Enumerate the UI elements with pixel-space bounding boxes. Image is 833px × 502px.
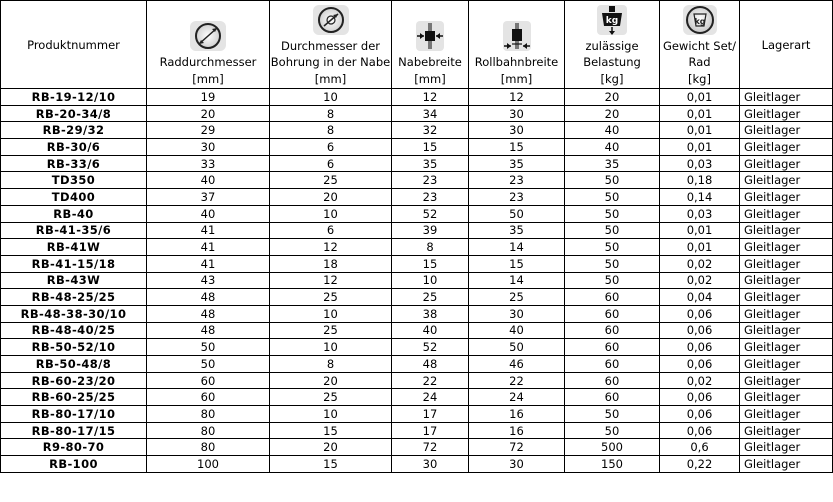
cell-nabebreite: 15 [392,255,469,272]
cell-lagerart: Gleitlager [740,272,833,289]
cell-produktnummer: RB-43W [1,272,147,289]
header-label: Durchmesser der Bohrung in der Nabe [270,39,391,69]
cell-rollbahnbreite: 35 [469,155,565,172]
cell-produktnummer: RB-50-48/8 [1,356,147,373]
cell-produktnummer: RB-60-23/20 [1,372,147,389]
cell-lagerart: Gleitlager [740,289,833,306]
cell-rollbahnbreite: 40 [469,322,565,339]
cell-rollbahnbreite: 50 [469,205,565,222]
cell-rollbahnbreite: 22 [469,372,565,389]
cell-lagerart: Gleitlager [740,439,833,456]
cell-gewicht: 0,18 [660,172,740,189]
cell-rollbahnbreite: 30 [469,122,565,139]
cell-produktnummer: RB-60-25/25 [1,389,147,406]
cell-raddurchmesser: 33 [147,155,270,172]
header-produktnummer [1,1,147,89]
table-body [1,89,833,473]
cell-bohrung: 12 [270,239,392,256]
cell-rollbahnbreite: 16 [469,406,565,423]
cell-raddurchmesser: 48 [147,289,270,306]
cell-rollbahnbreite: 23 [469,172,565,189]
cell-nabebreite: 23 [392,172,469,189]
cell-rollbahnbreite: 30 [469,105,565,122]
cell-bohrung: 25 [270,322,392,339]
cell-lagerart: Gleitlager [740,406,833,423]
cell-rollbahnbreite: 15 [469,139,565,156]
cell-rollbahnbreite: 46 [469,356,565,373]
table-row [1,189,833,206]
header-label: zulässige Belastung [583,39,641,69]
cell-produktnummer: RB-41-35/6 [1,222,147,239]
cell-rollbahnbreite: 50 [469,339,565,356]
cell-nabebreite: 17 [392,422,469,439]
cell-gewicht: 0,01 [660,239,740,256]
cell-raddurchmesser: 40 [147,172,270,189]
cell-gewicht: 0,02 [660,255,740,272]
cell-bohrung: 20 [270,439,392,456]
table-row [1,89,833,106]
cell-bohrung: 20 [270,189,392,206]
cell-raddurchmesser: 19 [147,89,270,106]
cell-bohrung: 10 [270,406,392,423]
cell-produktnummer: RB-19-12/10 [1,89,147,106]
cell-raddurchmesser: 80 [147,439,270,456]
cell-belastung: 50 [565,272,660,289]
cell-gewicht: 0,04 [660,289,740,306]
cell-bohrung: 10 [270,205,392,222]
cell-rollbahnbreite: 12 [469,89,565,106]
cell-bohrung: 15 [270,422,392,439]
cell-raddurchmesser: 41 [147,222,270,239]
header-label: Gewicht Set/ Rad [662,39,737,69]
wheel-diameter-icon [189,20,227,52]
cell-gewicht: 0,06 [660,305,740,322]
cell-bohrung: 20 [270,372,392,389]
cell-rollbahnbreite: 23 [469,189,565,206]
table-row [1,422,833,439]
cell-nabebreite: 22 [392,372,469,389]
table-row [1,105,833,122]
cell-nabebreite: 15 [392,139,469,156]
cell-produktnummer: RB-50-52/10 [1,339,147,356]
header-label: Nabebreite [398,55,462,69]
cell-produktnummer: TD350 [1,172,147,189]
cell-raddurchmesser: 20 [147,105,270,122]
header-bohrung [270,1,392,89]
cell-nabebreite: 8 [392,239,469,256]
cell-raddurchmesser: 40 [147,205,270,222]
cell-produktnummer: RB-41-15/18 [1,255,147,272]
cell-gewicht: 0,22 [660,456,740,473]
cell-produktnummer: RB-100 [1,456,147,473]
cell-bohrung: 18 [270,255,392,272]
cell-raddurchmesser: 48 [147,305,270,322]
cell-belastung: 50 [565,222,660,239]
cell-produktnummer: R9-80-70 [1,439,147,456]
cell-bohrung: 8 [270,356,392,373]
cell-lagerart: Gleitlager [740,255,833,272]
header-row [1,1,833,89]
cell-produktnummer: RB-29/32 [1,122,147,139]
cell-gewicht: 0,03 [660,155,740,172]
cell-produktnummer: RB-48-38-30/10 [1,305,147,322]
weight-scale-icon [682,4,718,36]
cell-produktnummer: RB-48-40/25 [1,322,147,339]
cell-gewicht: 0,06 [660,339,740,356]
cell-nabebreite: 38 [392,305,469,322]
header-gewicht [660,1,740,89]
cell-gewicht: 0,06 [660,356,740,373]
cell-nabebreite: 40 [392,322,469,339]
bore-diameter-icon [312,4,350,36]
svg-text:kg: kg [693,17,706,26]
hub-width-icon [415,20,445,52]
table-row [1,372,833,389]
cell-nabebreite: 17 [392,406,469,423]
cell-bohrung: 25 [270,289,392,306]
cell-produktnummer: RB-41W [1,239,147,256]
cell-bohrung: 6 [270,139,392,156]
cell-gewicht: 0,01 [660,122,740,139]
cell-lagerart: Gleitlager [740,205,833,222]
table-row [1,139,833,156]
header-unit: [kg] [600,72,624,86]
cell-raddurchmesser: 60 [147,389,270,406]
table-row [1,172,833,189]
cell-rollbahnbreite: 35 [469,222,565,239]
header-unit: [kg] [688,72,711,86]
table-row [1,255,833,272]
header-unit: [mm] [414,72,446,86]
cell-raddurchmesser: 48 [147,322,270,339]
cell-gewicht: 0,02 [660,372,740,389]
cell-produktnummer: RB-48-25/25 [1,289,147,306]
cell-belastung: 50 [565,205,660,222]
cell-belastung: 60 [565,356,660,373]
cell-belastung: 40 [565,139,660,156]
cell-lagerart: Gleitlager [740,305,833,322]
cell-bohrung: 15 [270,456,392,473]
table-row [1,322,833,339]
cell-lagerart: Gleitlager [740,389,833,406]
cell-raddurchmesser: 80 [147,406,270,423]
cell-lagerart: Gleitlager [740,422,833,439]
cell-lagerart: Gleitlager [740,239,833,256]
cell-bohrung: 25 [270,172,392,189]
table-row [1,239,833,256]
cell-raddurchmesser: 41 [147,239,270,256]
cell-nabebreite: 34 [392,105,469,122]
cell-nabebreite: 30 [392,456,469,473]
cell-belastung: 60 [565,389,660,406]
cell-produktnummer: RB-40 [1,205,147,222]
cell-nabebreite: 48 [392,356,469,373]
cell-rollbahnbreite: 30 [469,305,565,322]
cell-belastung: 20 [565,89,660,106]
cell-raddurchmesser: 41 [147,255,270,272]
cell-produktnummer: RB-80-17/15 [1,422,147,439]
table-row [1,339,833,356]
cell-nabebreite: 32 [392,122,469,139]
table-row [1,122,833,139]
cell-belastung: 60 [565,305,660,322]
cell-lagerart: Gleitlager [740,339,833,356]
cell-bohrung: 25 [270,389,392,406]
cell-bohrung: 8 [270,122,392,139]
cell-gewicht: 0,06 [660,322,740,339]
cell-gewicht: 0,03 [660,205,740,222]
svg-text:kg: kg [605,16,619,26]
cell-raddurchmesser: 29 [147,122,270,139]
cell-belastung: 60 [565,322,660,339]
cell-belastung: 50 [565,406,660,423]
header-belastung [565,1,660,89]
cell-lagerart: Gleitlager [740,222,833,239]
cell-nabebreite: 24 [392,389,469,406]
cell-raddurchmesser: 37 [147,189,270,206]
cell-produktnummer: RB-30/6 [1,139,147,156]
table-row [1,406,833,423]
cell-gewicht: 0,01 [660,222,740,239]
cell-rollbahnbreite: 14 [469,272,565,289]
cell-belastung: 50 [565,255,660,272]
cell-rollbahnbreite: 14 [469,239,565,256]
header-lagerart [740,1,833,89]
cell-raddurchmesser: 80 [147,422,270,439]
header-unit: [mm] [314,72,347,86]
header-unit: [mm] [192,72,224,86]
cell-lagerart: Gleitlager [740,372,833,389]
table-row [1,272,833,289]
cell-gewicht: 0,02 [660,272,740,289]
cell-lagerart: Gleitlager [740,155,833,172]
table-row [1,155,833,172]
cell-belastung: 50 [565,172,660,189]
cell-bohrung: 6 [270,155,392,172]
cell-nabebreite: 52 [392,339,469,356]
table-row [1,456,833,473]
cell-belastung: 500 [565,439,660,456]
cell-gewicht: 0,14 [660,189,740,206]
header-rollbahnbreite [469,1,565,89]
load-weight-icon [596,4,628,36]
cell-nabebreite: 25 [392,289,469,306]
cell-rollbahnbreite: 25 [469,289,565,306]
cell-bohrung: 10 [270,89,392,106]
cell-rollbahnbreite: 72 [469,439,565,456]
cell-belastung: 50 [565,239,660,256]
header-label: Rollbahnbreite [474,55,559,69]
cell-nabebreite: 39 [392,222,469,239]
header-label: Produktnummer [27,37,120,52]
header-unit: [mm] [500,72,533,86]
cell-raddurchmesser: 50 [147,356,270,373]
cell-raddurchmesser: 100 [147,456,270,473]
cell-lagerart: Gleitlager [740,172,833,189]
cell-rollbahnbreite: 15 [469,255,565,272]
cell-lagerart: Gleitlager [740,89,833,106]
cell-bohrung: 12 [270,272,392,289]
cell-lagerart: Gleitlager [740,139,833,156]
cell-gewicht: 0,01 [660,139,740,156]
cell-gewicht: 0,06 [660,389,740,406]
cell-belastung: 50 [565,189,660,206]
tread-width-icon [502,20,532,52]
cell-lagerart: Gleitlager [740,189,833,206]
cell-belastung: 150 [565,456,660,473]
cell-rollbahnbreite: 24 [469,389,565,406]
cell-gewicht: 0,6 [660,439,740,456]
table-row [1,356,833,373]
cell-nabebreite: 72 [392,439,469,456]
cell-nabebreite: 10 [392,272,469,289]
table-row [1,205,833,222]
cell-belastung: 40 [565,122,660,139]
cell-raddurchmesser: 50 [147,339,270,356]
cell-belastung: 50 [565,422,660,439]
cell-nabebreite: 23 [392,189,469,206]
cell-bohrung: 10 [270,305,392,322]
header-label: Raddurchmesser [159,55,257,69]
cell-belastung: 60 [565,289,660,306]
table-row [1,305,833,322]
table-row [1,439,833,456]
header-label: Lagerart [761,37,811,52]
cell-bohrung: 6 [270,222,392,239]
cell-nabebreite: 12 [392,89,469,106]
cell-raddurchmesser: 30 [147,139,270,156]
table-row [1,289,833,306]
cell-nabebreite: 52 [392,205,469,222]
cell-belastung: 35 [565,155,660,172]
cell-belastung: 60 [565,339,660,356]
cell-produktnummer: RB-33/6 [1,155,147,172]
cell-belastung: 60 [565,372,660,389]
table-row [1,389,833,406]
header-nabebreite [392,1,469,89]
cell-gewicht: 0,06 [660,422,740,439]
cell-lagerart: Gleitlager [740,322,833,339]
cell-raddurchmesser: 43 [147,272,270,289]
header-raddurchmesser [147,1,270,89]
cell-raddurchmesser: 60 [147,372,270,389]
table-row [1,222,833,239]
cell-bohrung: 10 [270,339,392,356]
cell-gewicht: 0,01 [660,89,740,106]
cell-lagerart: Gleitlager [740,122,833,139]
cell-belastung: 20 [565,105,660,122]
cell-gewicht: 0,06 [660,406,740,423]
cell-rollbahnbreite: 16 [469,422,565,439]
cell-lagerart: Gleitlager [740,105,833,122]
cell-lagerart: Gleitlager [740,356,833,373]
cell-lagerart: Gleitlager [740,456,833,473]
cell-produktnummer: RB-80-17/10 [1,406,147,423]
cell-gewicht: 0,01 [660,105,740,122]
cell-nabebreite: 35 [392,155,469,172]
cell-produktnummer: TD400 [1,189,147,206]
cell-rollbahnbreite: 30 [469,456,565,473]
cell-bohrung: 8 [270,105,392,122]
cell-produktnummer: RB-20-34/8 [1,105,147,122]
